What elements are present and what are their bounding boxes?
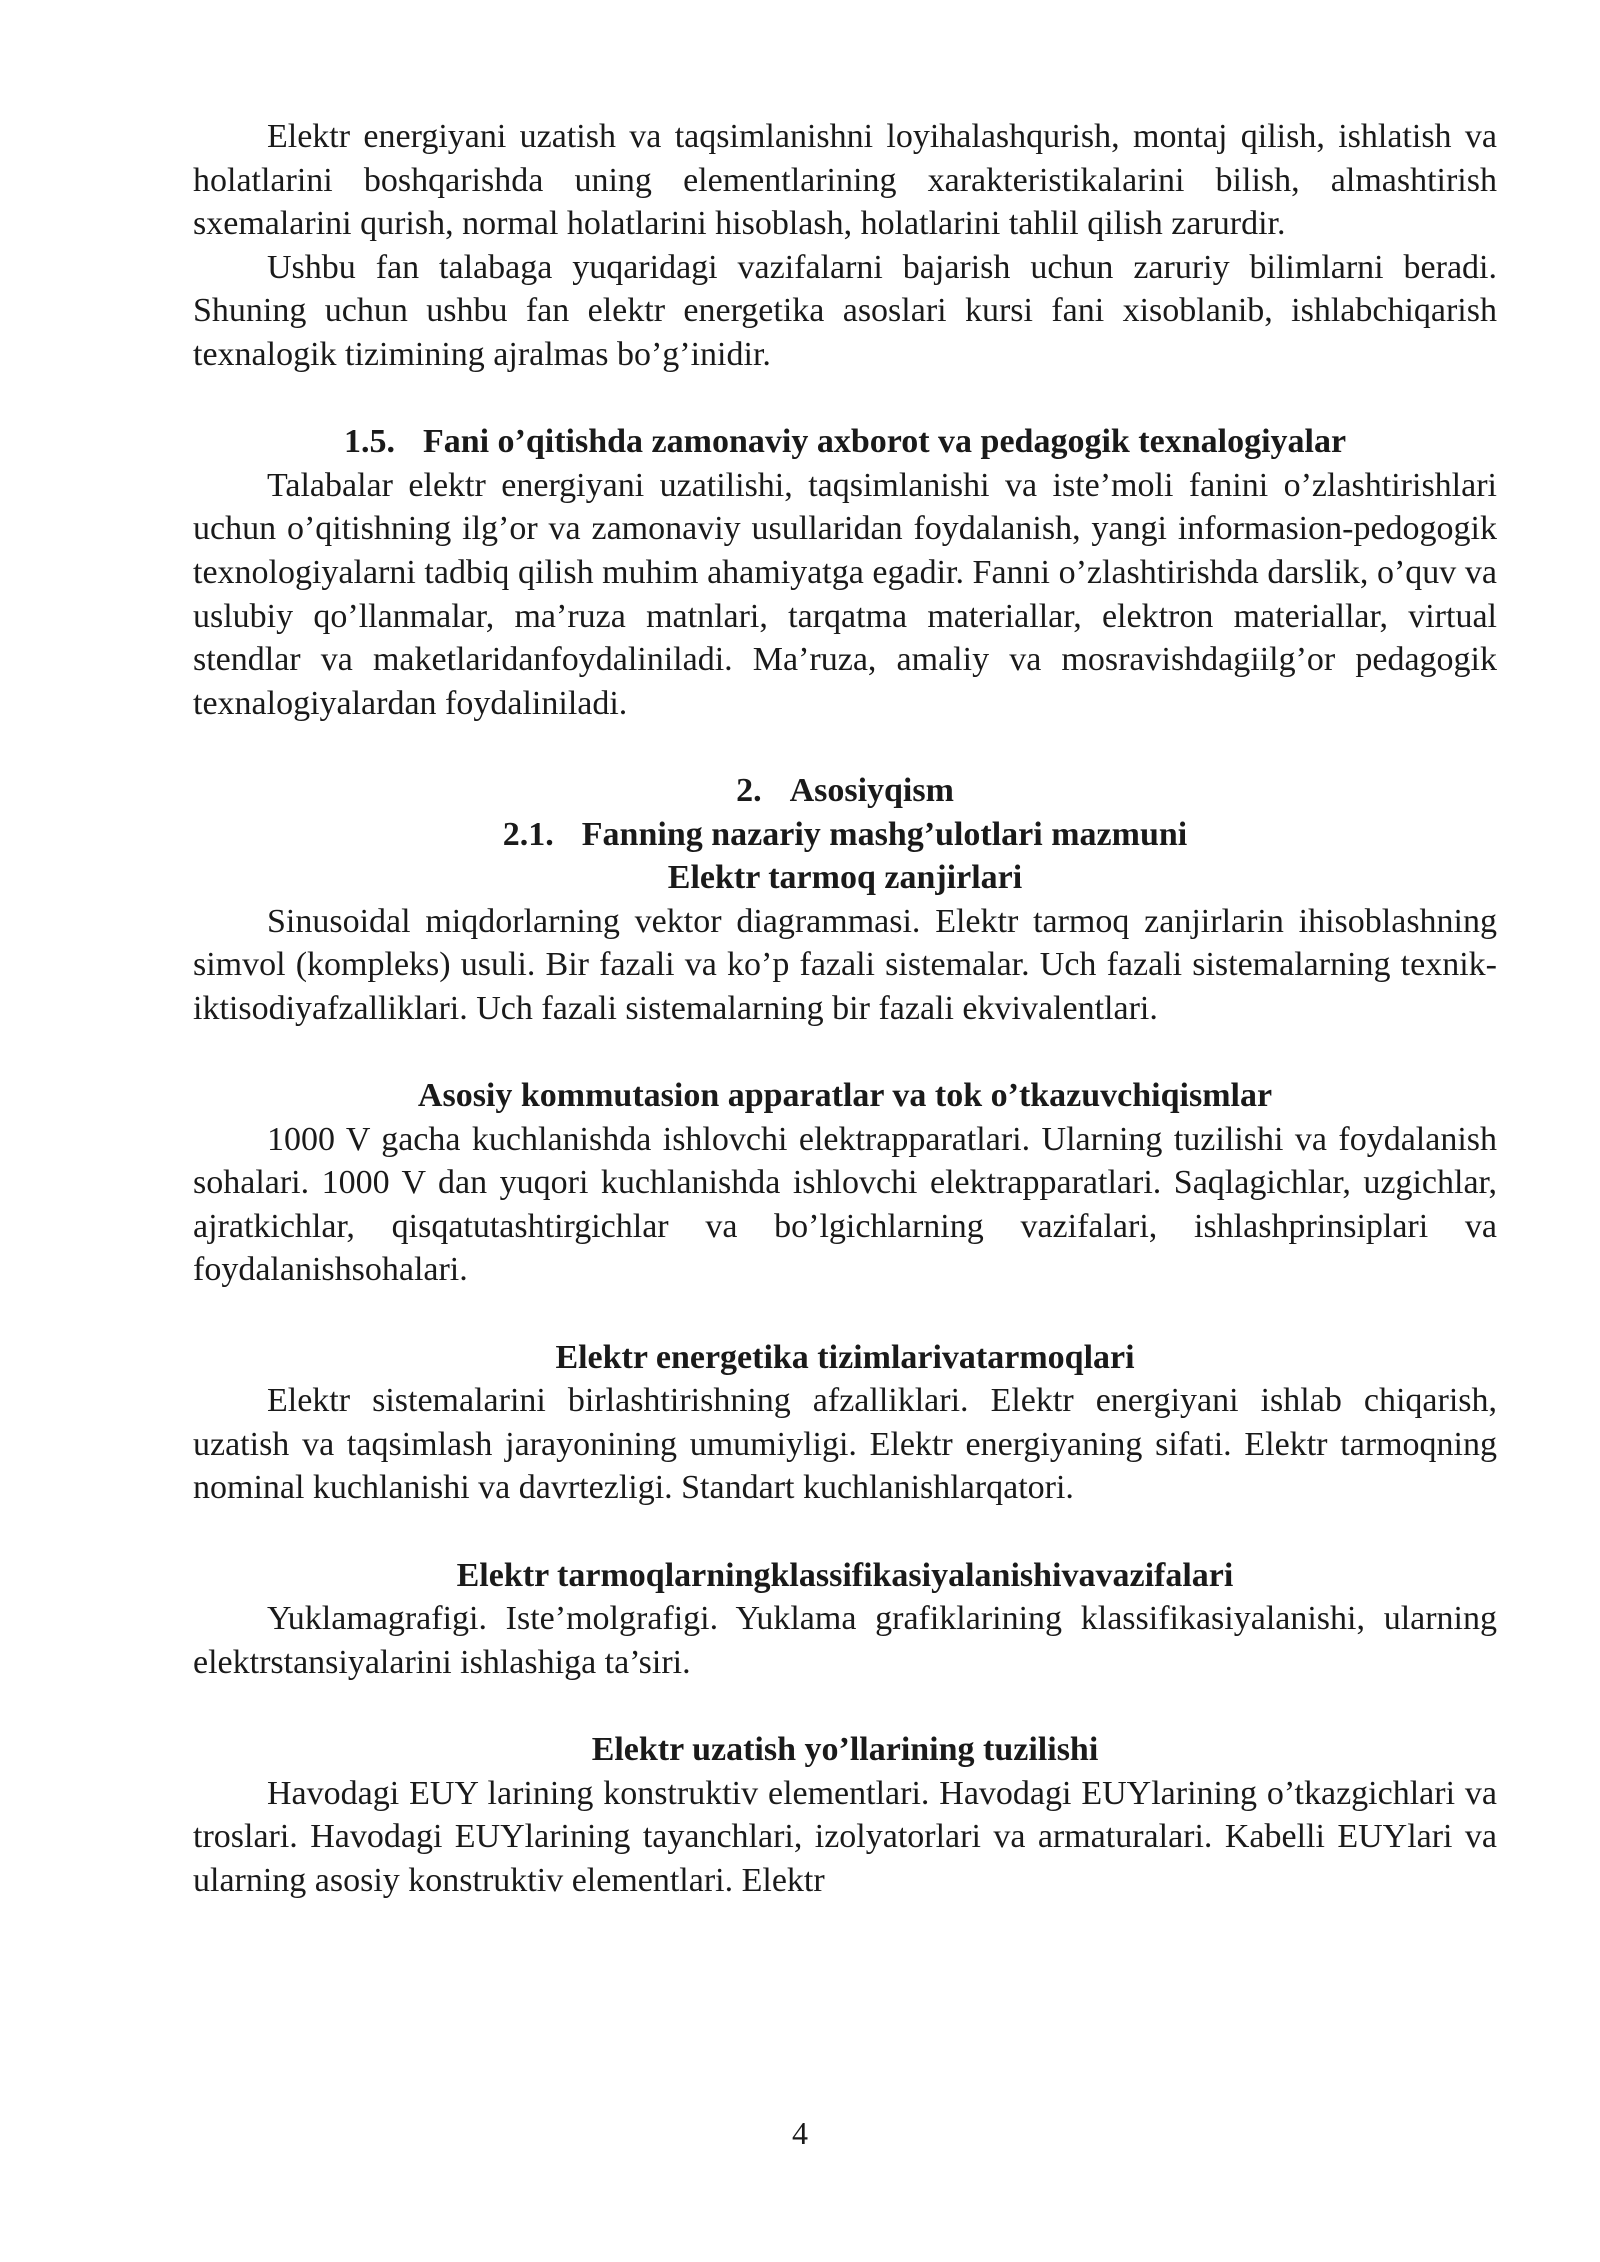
section-title: Fani o’qitishda zamonaviy axborot va pedagogik texnalogiyalar xyxy=(422,423,1347,461)
topic-heading: Elektr tarmoq zanjirlari xyxy=(667,859,1023,897)
section-1-5-paragraph: Talabalar elektr energiyani uzatilishi, taqsimlanishi va iste’moli fanini o’zlashtirishlari uchun o’qitishning ilg’or va zamonaviy usullaridan foydalanish, yangi informasion-pedogogik texnologiyalarni tadbiq qilish muhim ahamiyatga egadir. Fanni o’zlashtirishda darslik, o’quv va uslubiy qo’llanmalar, ma’ruza matnlari, tarqatma materiallar, elektron materiallar, virtual stendlar va maketlaridanfoydaliniladi. Ma’ruza, amaliy va mosravishdagiilg’or pedagogik texnalogiyalardan foydaliniladi. xyxy=(193,466,1497,722)
spacer xyxy=(193,1510,1497,1554)
spacer xyxy=(193,1292,1497,1336)
section-1-5-heading xyxy=(193,420,1497,464)
intro-paragraph-1: Elektr energiyani uzatish va taqsimlanishni loyihalashqurish, montaj qilish, ishlatish va holatlarini boshqarishda uning elementlarining xarakteristikalarini bilish, almashtirish sxemalarini qurish, normal holatlarini hisoblash, holatlarini tahlil qilish zarurdir. xyxy=(193,118,1497,243)
section-2-heading xyxy=(193,769,1497,813)
section-title: Fanning nazariy mashg’ulotlari mazmuni xyxy=(581,815,1188,853)
section-number: 2. xyxy=(736,771,762,809)
topic-heading: Elektr energetika tizimlarivatarmoqlari xyxy=(555,1338,1135,1376)
topic-paragraph: Elektr sistemalarini birlashtirishning afzalliklari. Elektr energiyani ishlab chiqarish, uzatish va taqsimlash jarayonining umumiyligi. Elektr energiyaning sifati. Elektr tarmoqning nominal kuchlanishi va davrtezligi. Standart kuchlanishlarqatori. xyxy=(193,1382,1497,1507)
page-number: 4 xyxy=(792,2115,808,2151)
topic-paragraph: Sinusoidal miqdorlarning vektor diagrammasi. Elektr tarmoq zanjirlarin ihisoblashning simvol (kompleks) usuli. Bir fazali va ko’p fazali sistemalar. Uch fazali sistemalarning texnik-iktisodiyafzalliklari. Uch fazali sistemalarning bir fazali ekvivalentlari. xyxy=(193,902,1497,1027)
topic-heading: Elektr uzatish yo’llarining tuzilishi xyxy=(591,1730,1099,1768)
spacer xyxy=(193,1030,1497,1074)
section-2-1-heading xyxy=(193,813,1497,857)
section-number: 2.1. xyxy=(502,815,554,853)
section-number: 1.5. xyxy=(343,423,395,461)
topic-paragraph: 1000 V gacha kuchlanishda ishlovchi elektrapparatlari. Ularning tuzilishi va foydalanish sohalari. 1000 V dan yuqori kuchlanishda ishlovchi elektrapparatlari. Saqlagichlar, uzgichlar, ajratkichlar, qisqatutashtirgichlar va bo’lgichlarning vazifalari, ishlashprinsiplari va foydalanishsohalari. xyxy=(193,1120,1497,1289)
topic-paragraph: Havodagi EUY larining konstruktiv elementlari. Havodagi EUYlarining o’tkazgichlari va troslari. Havodagi EUYlarining tayanchlari, izolyatorlari va armaturalari. Kabelli EUYlari va ularning asosiy konstruktiv elementlari. Elektr xyxy=(193,1774,1497,1899)
spacer xyxy=(193,377,1497,421)
spacer xyxy=(193,1684,1497,1728)
topic-heading: Asosiy kommutasion apparatlar va tok o’tkazuvchiqismlar xyxy=(417,1077,1273,1115)
document-page xyxy=(193,115,1497,1902)
spacer xyxy=(193,725,1497,769)
topic-paragraph: Yuklamagrafigi. Iste’molgrafigi. Yuklama grafiklarining klassifikasiyalanishi, ularning elektrstansiyalarini ishlashiga ta’siri. xyxy=(193,1600,1497,1681)
topic-heading: Elektr tarmoqlarningklassifikasiyalanishivavazifalari xyxy=(456,1556,1234,1594)
section-title: Asosiyqism xyxy=(789,771,954,809)
intro-paragraph-2: Ushbu fan talabaga yuqaridagi vazifalarni bajarish uchun zaruriy bilimlarni beradi. Shuning uchun ushbu fan elektr energetika asoslari kursi fani xisoblanib, ishlabchiqarish texnalogik tizimining ajralmas bo’g’inidir. xyxy=(193,248,1497,373)
